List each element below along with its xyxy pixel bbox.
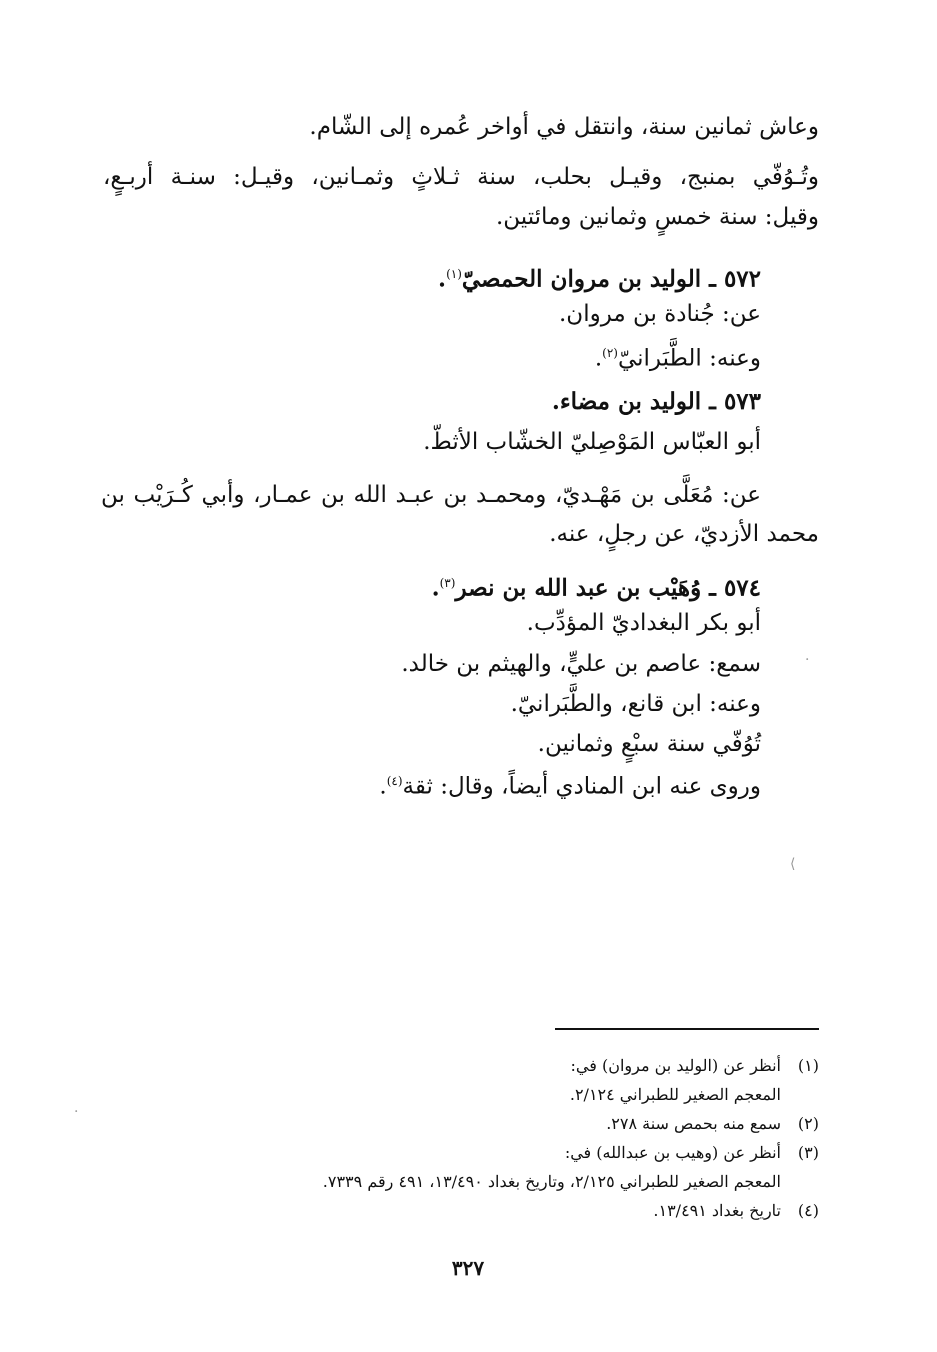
entry-line: عن: مُعَلَّى بن مَهْـديّ، ومحمـد بن عبـد الله بن عمـار، وأبي كُـرَيْب بن [101,482,761,508]
footnote-line: (٢)سمع منه بحمص سنة ٢٧٨. [99,1112,819,1136]
footnote-line: المعجم الصغير للطبراني ٢/١٢٤. [569,1085,781,1104]
entry-line: سمع: عاصم بن عليٍّ، والهيثم بن خالد. [401,651,761,677]
entry-heading-572: ٥٧٢ ـ الوليد بن مروان الحمصيّ$^{(١)}$. [438,265,761,293]
entry-heading-573: ٥٧٣ ـ الوليد بن مضاء. [551,388,761,415]
entry-line: وعنه: الطَّبَرانيّ$^{(٢)}$. [594,345,761,372]
scan-mark: · [74,1104,79,1120]
entry-line: تُوُفّي سنة سبْعٍ وثمانين. [537,731,761,757]
footnote-line: (٣)أنظر عن (وهيب بن عبدالله) في: [99,1141,819,1165]
entry-heading-574: ٥٧٤ ـ وُهَيْب بن عبد الله بن نصر$^{(٣)}$. [431,574,761,602]
footnote-ref: (١) [446,267,462,281]
page-number: ٣٢٧ [451,1256,485,1280]
entry-line: عن: جُنادة بن مروان. [559,301,761,327]
scan-mark: · [805,652,810,668]
footnote-separator [555,1028,819,1030]
entry-line: وروى عنه ابن المنادي أيضاً، وقال: ثقة$^{(٤)}$. [379,773,761,800]
footnote-number: (١) [797,1056,819,1075]
entry-line: أبو بكر البغداديّ المؤدِّب. [526,610,761,636]
footnote-number: (٤) [797,1201,819,1220]
entry-line: محمد الأزديّ، عن رجلٍ، عنه. [549,521,819,547]
footnote-number: (٣) [797,1143,819,1162]
footnote-line: (٤)تاريخ بغداد ١٣/٤٩١. [99,1199,819,1223]
footnote-ref: (٣) [439,576,456,590]
scan-mark: ⟨ [790,856,796,872]
footnote-line: (١)أنظر عن (الوليد بن مروان) في: [99,1054,819,1078]
text-line: وعاش ثمانين سنة، وانتقل في أواخر عُمره إلى الشّام. [309,114,819,140]
footnote-number: (٢) [797,1114,819,1133]
text-line: وتُـوُفّي بمنبج، وقيـل بحلب، سنة ثـلاثٍ وثمـانين، وقيـل: سنـة أربـعٍ، [103,164,819,190]
entry-line: أبو العبّاس المَوْصِليّ الخشّاب الأثطّ. [423,429,761,455]
footnote-ref: (٢) [602,346,618,360]
footnote-ref: (٤) [386,774,403,788]
footnote-line: المعجم الصغير للطبراني ٢/١٢٥، وتاريخ بغداد ١٣/٤٩٠، ٤٩١ رقم ٧٣٣٩. [322,1172,781,1191]
text-line: وقيل: سنة خمسٍ وثمانين ومائتين. [495,204,819,230]
entry-line: وعنه: ابن قانع، والطَّبَرانيّ. [510,691,761,717]
